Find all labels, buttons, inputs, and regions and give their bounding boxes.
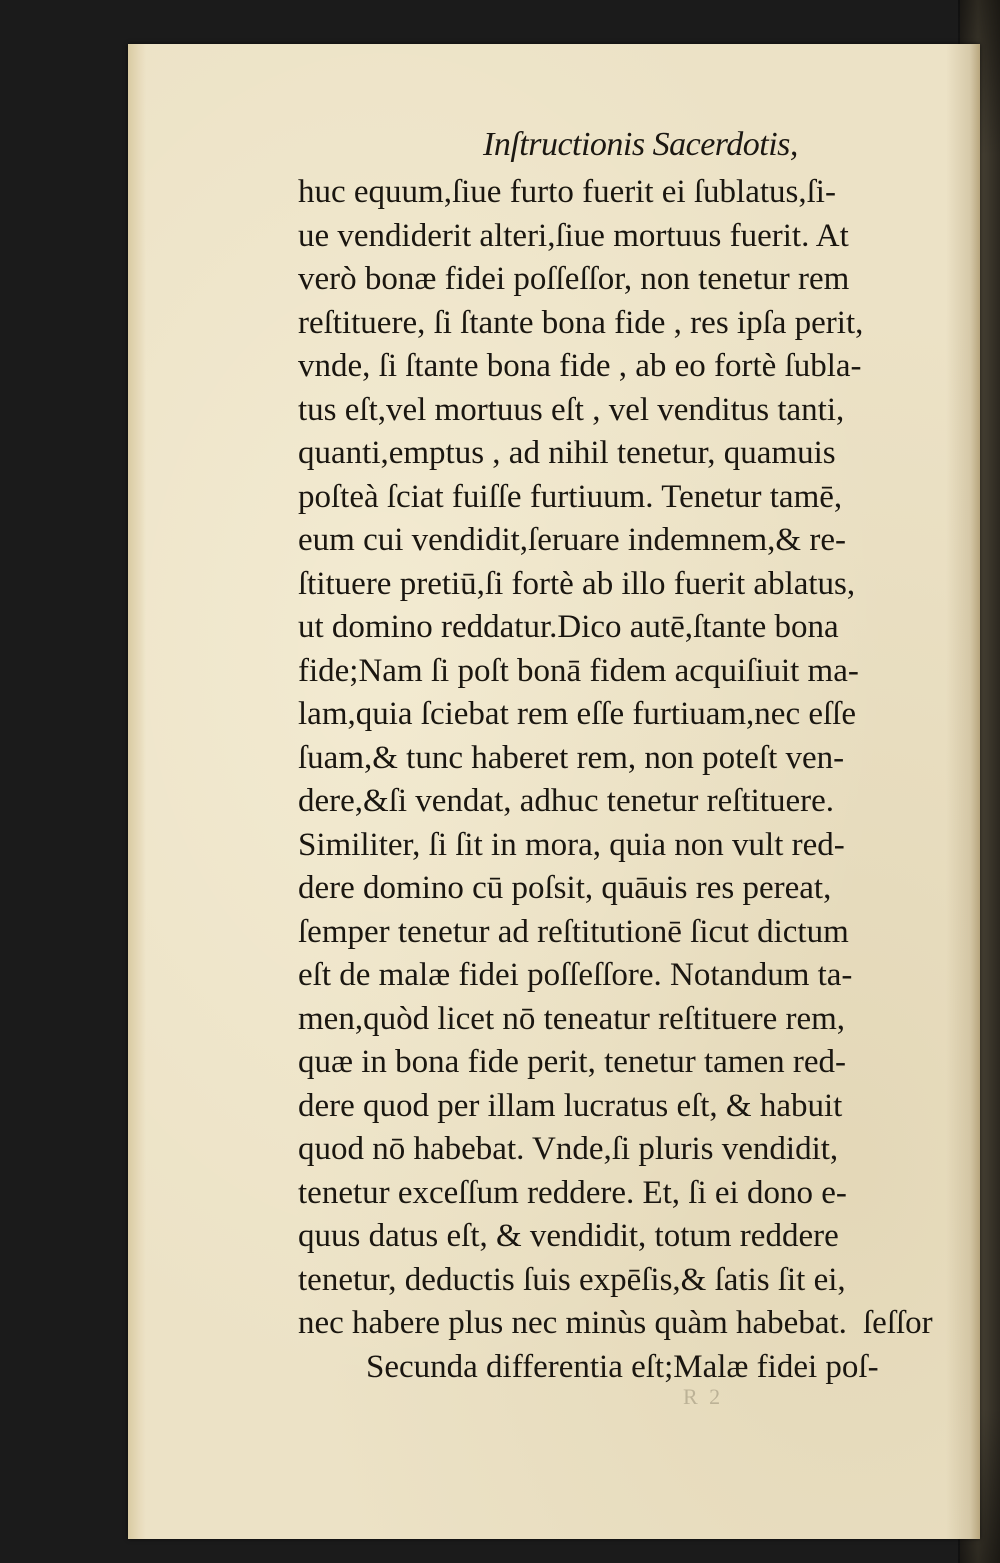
text-line: ſemper tenetur ad reſtitutionē ſicut dictum xyxy=(298,913,849,950)
text-line: verò bonæ fidei poſſeſſor, non tenetur rem xyxy=(298,261,850,297)
text-line: ue vendiderit alteri,ſiue mortuus fuerit. At xyxy=(298,217,849,254)
text-line: ſtituere pretiū,ſi fortè ab illo fuerit ablatus, xyxy=(298,565,856,602)
text-line: men,quòd licet nō teneatur reſtituere rem, xyxy=(298,1000,846,1037)
text-line: quod nō habebat. Vnde,ſi pluris vendidit, xyxy=(298,1131,839,1167)
text-line: dere domino cū poſsit, quāuis res pereat, xyxy=(298,870,832,906)
text-line: eſt de malæ fidei poſſeſſore. Notandum ta- xyxy=(298,957,853,993)
text-line: lam,quia ſciebat rem eſſe furtiuam,nec eſſe xyxy=(298,696,856,732)
signature-mark: R 2 xyxy=(683,1384,724,1409)
text-line: vnde, ſi ſtante bona fide , ab eo fortè ſubla- xyxy=(298,348,862,384)
text-line: Secunda differentia eſt;Malæ fidei poſ- xyxy=(366,1348,879,1385)
page-gutter xyxy=(946,44,980,1539)
text-line: quus datus eſt, & vendidit, totum reddere xyxy=(298,1218,839,1254)
text-line: tus eſt,vel mortuus eſt , vel venditus tanti, xyxy=(298,391,845,428)
running-head: Inſtructionis Sacerdotis, xyxy=(483,126,798,163)
text-line: poſteà ſciat fuiſſe furtiuum. Tenetur tamē, xyxy=(298,478,843,515)
body-text xyxy=(298,171,879,1389)
text-line: quanti,emptus , ad nihil tenetur, quamuis xyxy=(298,435,836,471)
text-line: tenetur, deductis ſuis expēſis,& ſatis ſit ei, xyxy=(298,1261,846,1298)
book-page xyxy=(128,44,980,1539)
text-line: ut domino reddatur.Dico autē,ſtante bona xyxy=(298,609,839,645)
text-line: huc equum,ſiue furto fuerit ei ſublatus,ſi- xyxy=(298,174,836,210)
page-edge xyxy=(128,44,146,1539)
text-line: ſuam,& tunc haberet rem, non poteſt ven- xyxy=(298,739,845,776)
text-line: dere,&ſi vendat, adhuc tenetur reſtituere. xyxy=(298,783,835,819)
text-line: dere quod per illam lucratus eſt, & habuit xyxy=(298,1087,843,1124)
text-line: quæ in bona fide perit, tenetur tamen red- xyxy=(298,1044,846,1080)
catchword: ſeſſor xyxy=(863,1305,933,1341)
text-line: Similiter, ſi ſit in mora, quia non vult red- xyxy=(298,826,845,863)
text-line: reſtituere, ſi ſtante bona fide , res ipſa perit, xyxy=(298,304,864,341)
text-line: fide;Nam ſi poſt bonā fidem acquiſiuit ma- xyxy=(298,652,859,689)
text-line: tenetur exceſſum reddere. Et, ſi ei dono e- xyxy=(298,1174,847,1211)
text-line: eum cui vendidit,ſeruare indemnem,& re- xyxy=(298,522,846,558)
text-line: nec habere plus nec minùs quàm habebat. xyxy=(298,1305,847,1341)
